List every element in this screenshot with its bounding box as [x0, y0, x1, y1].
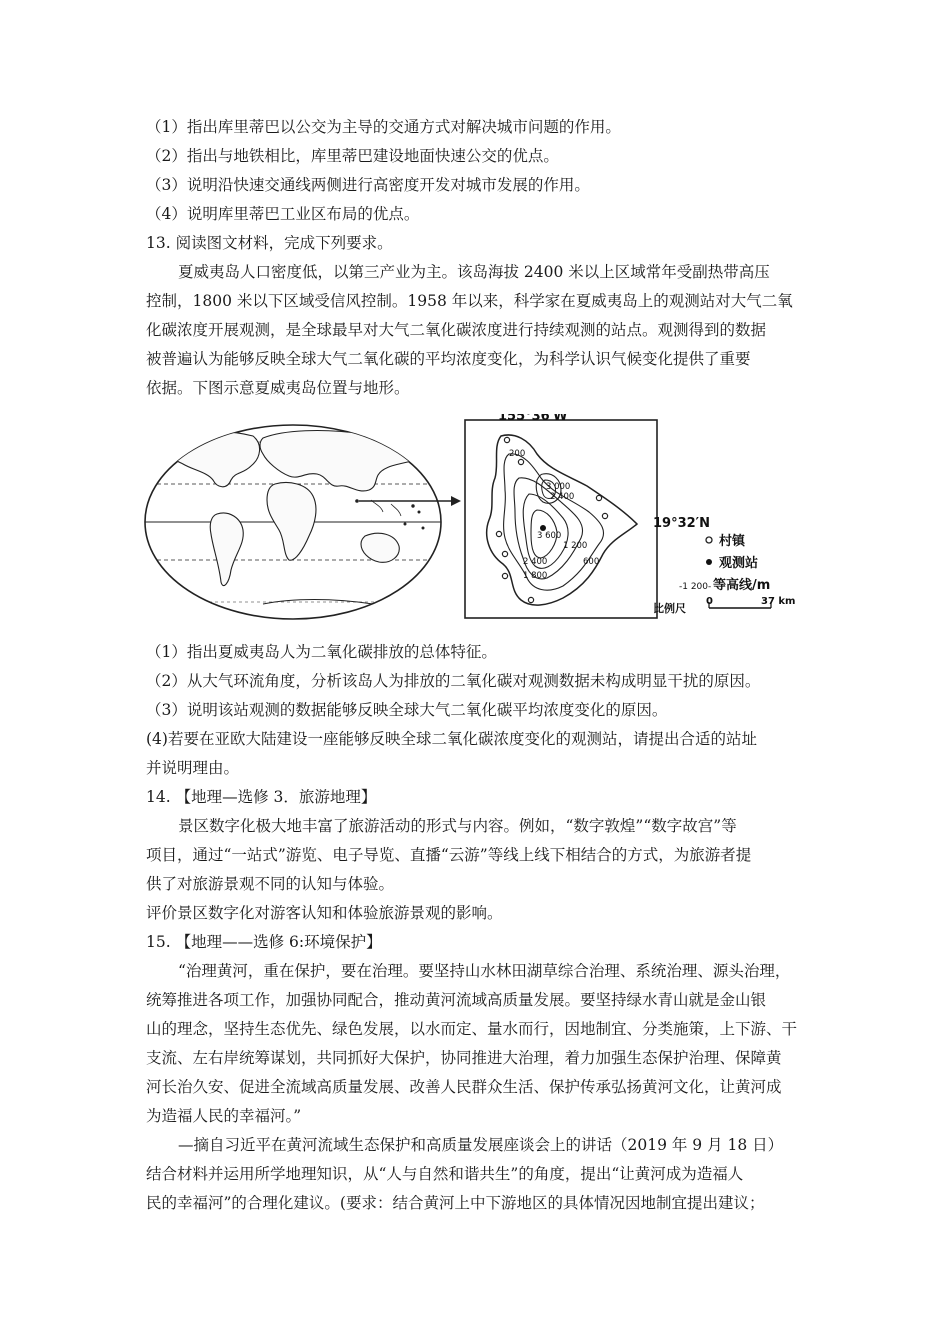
q12-item-1: （1）指出库里蒂巴以公交为主导的交通方式对解决城市问题的作用。	[146, 118, 621, 136]
q14-question: 评价景区数字化对游客认知和体验旅游景观的影响。	[146, 904, 503, 922]
contour-label: 3 600	[537, 531, 562, 541]
scale-label: 比例尺	[653, 602, 686, 615]
legend-contour-sample: -1 200-	[679, 582, 712, 592]
legend-town-icon	[706, 537, 712, 543]
town-marker	[502, 551, 507, 556]
q13-question-3: （3）说明该站观测的数据能够反映全球大气二氧化碳平均浓度变化的原因。	[146, 701, 668, 719]
scale-zero: 0	[706, 596, 713, 607]
legend-station-label: 观测站	[719, 556, 759, 571]
world-map	[143, 425, 461, 619]
q13-question-4-cont: 并说明理由。	[146, 759, 240, 777]
legend-town-label: 村镇	[719, 534, 746, 549]
town-marker	[596, 495, 601, 500]
q13-paragraph-line: 夏威夷岛人口密度低，以第三产业为主。该岛海拔 2400 米以上区域常年受副热带高压	[178, 263, 770, 281]
q15-quote-line: 支流、左右岸统筹谋划，共同抓好大保护，协同推进大治理，着力加强生态保护治理、保障黄	[146, 1049, 782, 1067]
legend	[653, 533, 795, 615]
town-marker	[518, 459, 523, 464]
q13-question-4: (4)若要在亚欧大陆建设一座能够反映全球二氧化碳浓度变化的观测站，请提出合适的站址	[146, 730, 757, 748]
q14-paragraph-line: 项目，通过“一站式”游览、电子导览、直播“云游”等线上线下相结合的方式，为旅游者提	[146, 846, 752, 864]
town-marker	[528, 597, 533, 602]
q14-paragraph-line: 供了对旅游景观不同的认知与体验。	[146, 875, 395, 893]
q12-item-3: （3）说明沿快速交通线两侧进行高密度开发对城市发展的作用。	[146, 176, 590, 194]
q15-source: —摘自习近平在黄河流域生态保护和高质量发展座谈会上的讲话（2019 年 9 月 18 日）	[178, 1136, 784, 1154]
contour-label: 200	[509, 449, 526, 459]
hawaii-marker	[355, 499, 359, 503]
q15-quote-line: “治理黄河，重在保护，要在治理。要坚持山水林田湖草综合治理、系统治理、源头治理，	[178, 962, 791, 980]
contour-label: 2 400	[523, 557, 548, 567]
q15-task-line: 民的幸福河”的合理化建议。(要求：结合黄河上中下游地区的具体情况因地制宜提出建议；	[146, 1194, 765, 1212]
q13-question-1: （1）指出夏威夷岛人为二氧化碳排放的总体特征。	[146, 643, 497, 661]
town-marker	[496, 531, 501, 536]
town-marker	[602, 513, 607, 518]
q15-heading: 15. 【地理——选修 6:环境保护】	[146, 933, 382, 951]
island-inset-map	[465, 420, 657, 618]
q13-paragraph-line: 被普遍认为能够反映全球大气二氧化碳的平均浓度变化，为科学认识气候变化提供了重要	[146, 350, 751, 368]
q13-heading: 13. 阅读图文材料，完成下列要求。	[146, 234, 393, 252]
q13-paragraph-line: 依据。下图示意夏威夷岛位置与地形。	[146, 379, 410, 397]
q15-quote-line: 为造福人民的幸福河。”	[146, 1107, 302, 1125]
q13-paragraph-line: 控制，1800 米以下区域受信风控制。1958 年以来，科学家在夏威夷岛上的观测站对大气二氧	[146, 292, 793, 310]
latitude-label: 19°32′N	[653, 516, 710, 531]
q12-item-2: （2）指出与地铁相比，库里蒂巴建设地面快速公交的优点。	[146, 147, 559, 165]
hawaii-location-figure	[143, 414, 813, 624]
q13-paragraph-line: 化碳浓度开展观测，是全球最早对大气二氧化碳浓度进行持续观测的站点。观测得到的数据	[146, 321, 767, 339]
legend-station-icon	[706, 559, 712, 565]
q12-item-4: （4）说明库里蒂巴工业区布局的优点。	[146, 205, 420, 223]
contour-label: 3 000	[546, 482, 571, 492]
town-marker	[504, 437, 509, 442]
contour-label: 2 400	[550, 492, 575, 502]
q13-question-2: （2）从大气环流角度，分析该岛人为排放的二氧化碳对观测数据未构成明显干扰的原因。	[146, 672, 761, 690]
scale-end: 37 km	[761, 596, 796, 607]
legend-contour-label: 等高线/m	[713, 578, 771, 593]
q15-quote-line: 山的理念，坚持生态优先、绿色发展，以水而定、量水而行，因地制宜、分类施策，上下游、干	[146, 1020, 798, 1038]
q15-task-line: 结合材料并运用所学地理知识，从“人与自然和谐共生”的角度，提出“让黄河成为造福人	[146, 1165, 744, 1183]
q14-paragraph-line: 景区数字化极大地丰富了旅游活动的形式与内容。例如，“数字敦煌”“数字故宫”等	[178, 817, 737, 835]
q14-heading: 14. 【地理—选修 3．旅游地理】	[146, 788, 377, 806]
contour-label: 1 800	[523, 571, 548, 581]
contour-label: 600	[583, 557, 600, 567]
q15-quote-line: 统筹推进各项工作，加强协同配合，推动黄河流域高质量发展。要坚持绿水青山就是金山银	[146, 991, 767, 1009]
contour-label: 1 200	[563, 541, 588, 551]
longitude-label: 155°36′W	[498, 414, 568, 424]
q15-quote-line: 河长治久安、促进全流域高质量发展、改善人民群众生活、保护传承弘扬黄河文化，让黄河成	[146, 1078, 782, 1096]
observatory-marker	[540, 525, 546, 531]
town-marker	[502, 573, 507, 578]
